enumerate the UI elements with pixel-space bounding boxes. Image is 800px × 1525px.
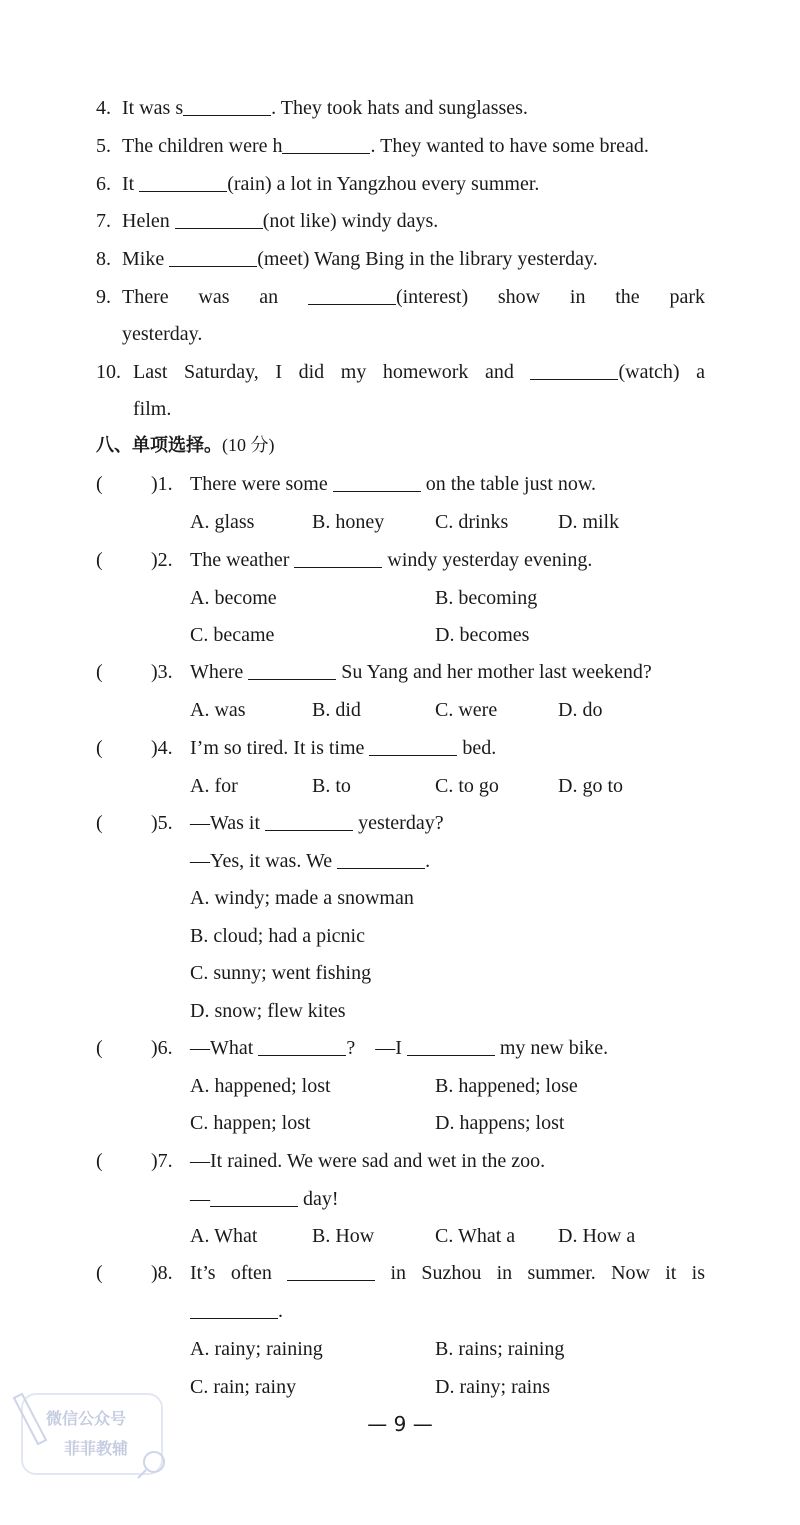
question-text: Where	[190, 661, 249, 683]
option: C. drinks	[435, 510, 509, 533]
option: D. becomes	[435, 624, 530, 646]
answer-blank	[530, 363, 618, 380]
question-number: )8.	[151, 1262, 173, 1284]
answer-paren-open: (	[96, 1262, 103, 1284]
question-text: —	[190, 1187, 210, 1210]
option: C. became	[190, 624, 275, 646]
option: C. happen; lost	[190, 1112, 311, 1134]
item-text: (not like) windy days.	[262, 210, 439, 232]
item-text: The children were h	[122, 135, 283, 157]
option: A. windy; made a snowman	[190, 887, 414, 909]
option: B. honey	[312, 510, 385, 533]
question-number: )5.	[151, 812, 173, 834]
item-number: 8.	[96, 248, 111, 270]
answer-blank	[333, 475, 421, 492]
item-text: Helen	[122, 210, 175, 232]
fill-item-line	[122, 172, 539, 196]
item-text: (watch) a	[618, 361, 705, 383]
answer-blank	[210, 1190, 298, 1207]
question-text: I’m so tired. It is time	[190, 737, 370, 759]
question-text: —It rained. We were sad and wet in the zoo.	[190, 1150, 546, 1172]
question-text: —Yes, it was. We	[190, 849, 338, 872]
answer-blank	[407, 1039, 495, 1056]
option: C. What a	[435, 1225, 516, 1247]
answer-blank	[183, 99, 271, 116]
question-line	[190, 472, 596, 496]
watermark	[8, 1388, 168, 1480]
question-text: windy yesterday evening.	[382, 549, 593, 571]
option: C. to go	[435, 774, 499, 797]
answer-paren-open: (	[96, 661, 103, 683]
answer-blank	[337, 852, 425, 869]
answer-paren-open: (	[96, 1037, 103, 1059]
option: C. sunny; went fishing	[190, 962, 372, 984]
item-text: There was an	[122, 286, 308, 308]
option: D. do	[558, 698, 603, 721]
item-number: 5.	[96, 135, 111, 157]
option: A. glass	[190, 510, 255, 533]
option: B. becoming	[435, 586, 538, 609]
question-text: on the table just now.	[420, 473, 597, 495]
question-number: )6.	[151, 1037, 173, 1059]
watermark-pen-icon	[8, 1388, 168, 1480]
item-text: . They wanted to have some bread.	[370, 135, 649, 157]
fill-item-line	[122, 96, 528, 120]
section-heading	[96, 433, 275, 457]
item-continuation: film.	[133, 398, 172, 420]
answer-paren-open: (	[96, 549, 103, 571]
option: B. to	[312, 774, 351, 797]
question-text: —Was it	[190, 812, 266, 834]
answer-paren-open: (	[96, 737, 103, 759]
option: A. rainy; raining	[190, 1337, 323, 1360]
answer-blank	[139, 175, 227, 192]
answer-blank	[294, 551, 382, 568]
option: D. milk	[558, 510, 620, 533]
question-line	[190, 811, 444, 835]
answer-blank	[308, 288, 396, 305]
fill-item-line	[122, 247, 598, 271]
option: C. were	[435, 698, 498, 721]
answer-paren-open: (	[96, 812, 103, 834]
option: A. happened; lost	[190, 1074, 331, 1097]
answer-blank	[287, 1264, 375, 1281]
option: A. was	[190, 698, 246, 721]
question-text: There were some	[190, 473, 333, 495]
question-text: my new bike.	[494, 1037, 609, 1059]
question-line	[190, 1299, 283, 1323]
question-number: )1.	[151, 473, 173, 495]
watermark-line-1: 微信公众号	[46, 1409, 127, 1428]
question-line	[190, 1261, 705, 1285]
question-line	[190, 736, 496, 760]
question-number: )2.	[151, 549, 173, 571]
question-line	[190, 1187, 339, 1211]
question-text: ? —I	[346, 1037, 407, 1059]
fill-item-line	[122, 134, 649, 158]
option: D. go to	[558, 774, 623, 797]
fill-item-line	[122, 209, 438, 233]
option: D. How a	[558, 1225, 636, 1247]
item-continuation: yesterday.	[122, 323, 203, 345]
question-text: yesterday?	[353, 812, 444, 834]
question-text: It’s often	[190, 1262, 288, 1284]
answer-blank	[175, 212, 263, 229]
option: B. rains; raining	[435, 1337, 565, 1360]
item-text: Mike	[122, 248, 170, 270]
option: B. happened; lose	[435, 1074, 578, 1097]
question-line	[190, 849, 430, 873]
answer-blank	[190, 1302, 278, 1319]
question-text: bed.	[457, 737, 497, 759]
option: B. How	[312, 1225, 375, 1247]
option: C. rain; rainy	[190, 1375, 297, 1398]
item-number: 9.	[96, 286, 111, 308]
answer-paren-open: (	[96, 1150, 103, 1172]
option: B. did	[312, 698, 361, 721]
answer-blank	[369, 739, 457, 756]
option: A. become	[190, 586, 277, 609]
question-number: )4.	[151, 737, 173, 759]
answer-blank	[248, 663, 336, 680]
item-text: (meet) Wang Bing in the library yesterday.	[257, 248, 598, 270]
item-text: It	[122, 173, 140, 195]
page-number: — 9 —	[367, 1412, 433, 1436]
question-number: )3.	[151, 661, 173, 683]
fill-item-line	[122, 285, 705, 309]
question-text: .	[425, 849, 431, 872]
option: B. cloud; had a picnic	[190, 924, 365, 947]
question-line	[190, 1036, 608, 1060]
question-text: day!	[298, 1187, 339, 1210]
question-text: Su Yang and her mother last weekend?	[336, 661, 652, 683]
section-title: 八、单项选择。	[96, 435, 222, 456]
item-text: (interest) show in the park	[395, 286, 705, 308]
question-text: —What	[190, 1037, 259, 1059]
item-number: 10.	[96, 361, 121, 383]
item-number: 6.	[96, 173, 111, 195]
question-line	[190, 548, 592, 572]
option: D. snow; flew kites	[190, 999, 346, 1022]
item-number: 4.	[96, 97, 111, 119]
question-number: )7.	[151, 1150, 173, 1172]
item-text: Last Saturday, I did my homework and	[133, 361, 531, 383]
item-text: (rain) a lot in Yangzhou every summer.	[227, 173, 540, 195]
fill-item-line	[133, 360, 705, 384]
item-text: It was s	[122, 97, 184, 119]
item-text: . They took hats and sunglasses.	[271, 97, 528, 119]
question-line	[190, 660, 652, 684]
option: A. What	[190, 1225, 258, 1247]
option: D. happens; lost	[435, 1112, 565, 1134]
watermark-line-2: 菲菲教辅	[64, 1439, 129, 1458]
item-number: 7.	[96, 210, 111, 232]
answer-blank	[169, 250, 257, 267]
answer-blank	[265, 814, 353, 831]
question-text: .	[278, 1300, 283, 1322]
option: D. rainy; rains	[435, 1375, 550, 1398]
question-text: The weather	[190, 549, 295, 571]
answer-paren-open: (	[96, 473, 103, 495]
question-line	[190, 1149, 545, 1173]
question-text: in Suzhou in summer. Now it is	[375, 1262, 705, 1284]
option: A. for	[190, 774, 238, 797]
answer-blank	[282, 137, 370, 154]
section-score: (10 分)	[222, 435, 275, 455]
answer-blank	[258, 1039, 346, 1056]
